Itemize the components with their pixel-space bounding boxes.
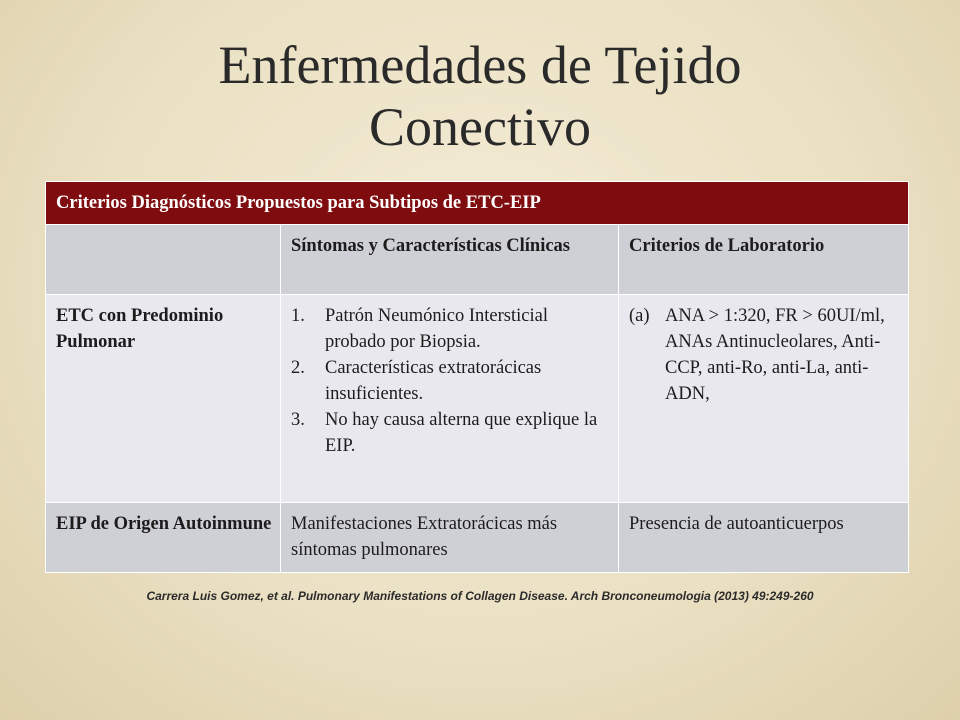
column-header-empty — [46, 225, 281, 295]
table-row — [46, 295, 909, 503]
column-headers-row — [46, 225, 909, 295]
symptoms-cell — [281, 295, 619, 503]
column-header-lab: Criterios de Laboratorio — [619, 225, 909, 295]
lab-cell — [619, 295, 909, 503]
list-item — [291, 303, 610, 355]
list-item-text: Patrón Neumónico Intersticial probado por Biopsia. — [325, 306, 548, 352]
lab-criteria — [629, 303, 900, 407]
slide-title-line-2: Conectivo — [369, 97, 591, 157]
symptoms-cell: Manifestaciones Extratorácicas más síntomas pulmonares — [281, 503, 619, 573]
table-header: Criterios Diagnósticos Propuestos para Subtipos de ETC-EIP — [46, 182, 909, 225]
list-item-number: 2. — [291, 358, 305, 378]
lab-item-number: (a) — [629, 306, 650, 326]
list-item-text: No hay causa alterna que explique la EIP. — [325, 410, 598, 456]
slide-title-line-1: Enfermedades de Tejido — [218, 35, 742, 95]
list-item — [291, 407, 610, 459]
table-row — [46, 503, 909, 573]
list-item-number: 1. — [291, 306, 305, 326]
lab-item-text: ANA > 1:320, FR > 60UI/ml, ANAs Antinucleolares, Anti-CCP, anti-Ro, anti-La, anti-ADN, — [665, 306, 885, 404]
list-item-text: Características extratorácicas insuficientes. — [325, 358, 542, 404]
lab-cell: Presencia de autoanticuerpos — [619, 503, 909, 573]
table-header-row — [46, 182, 909, 225]
symptoms-list — [291, 303, 610, 459]
row-label: EIP de Origen Autoinmune — [46, 503, 281, 573]
list-item — [291, 355, 610, 407]
list-item-number: 3. — [291, 410, 305, 430]
criteria-table — [45, 181, 909, 573]
column-header-symptoms: Síntomas y Características Clínicas — [281, 225, 619, 295]
row-label: ETC con Predominio Pulmonar — [46, 295, 281, 503]
citation: Carrera Luis Gomez, et al. Pulmonary Manifestations of Collagen Disease. Arch Bronconeumologia (2013) 49:249-260 — [146, 589, 814, 603]
slide-title — [0, 34, 960, 158]
